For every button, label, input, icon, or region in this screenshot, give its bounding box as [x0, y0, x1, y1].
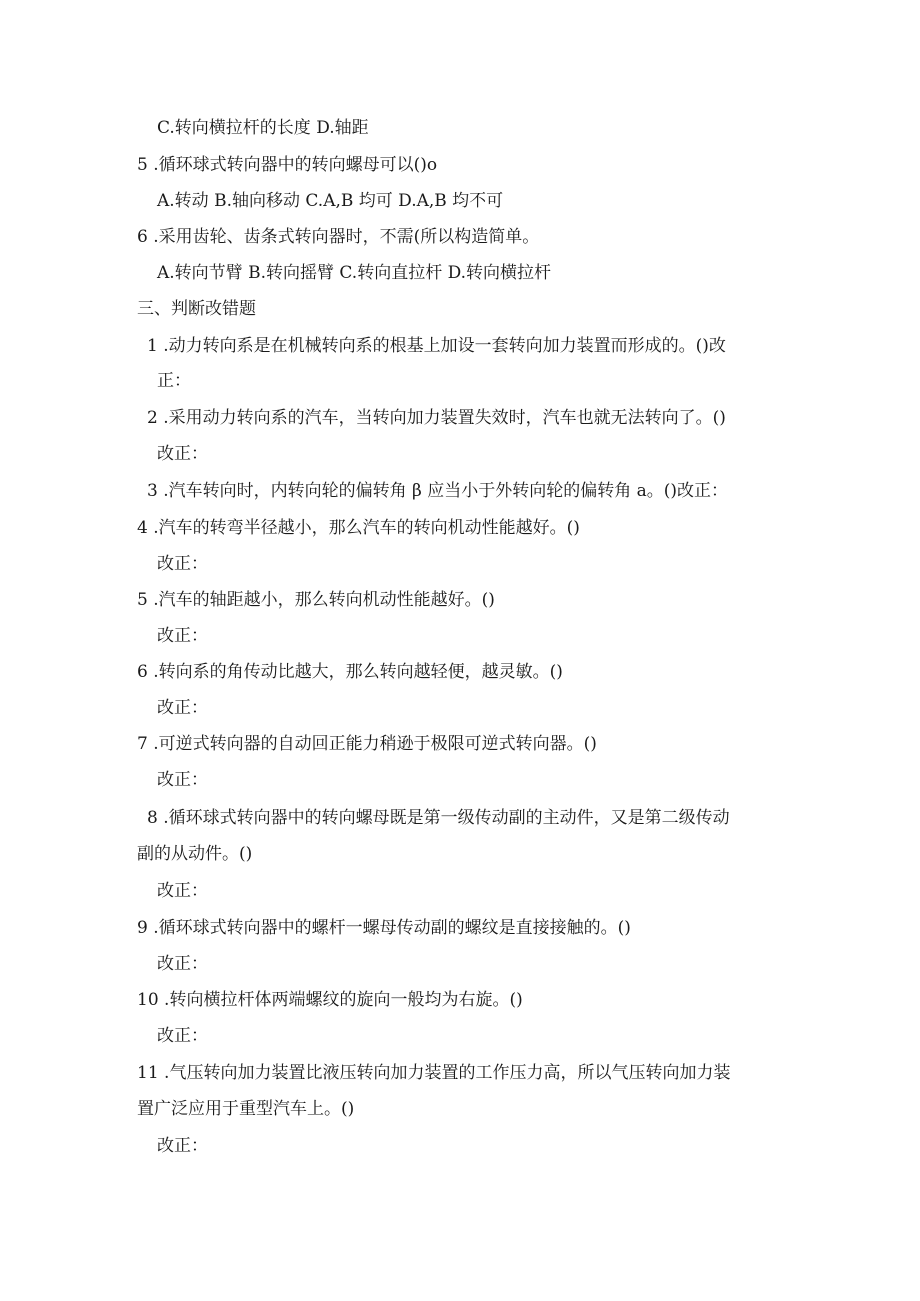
correction-label: 正：	[157, 371, 191, 391]
correction-label: 改正：	[157, 698, 208, 718]
correction-label: 改正：	[157, 626, 208, 646]
question-line: 6 .采用齿轮、齿条式转向器时，不需(所以构造简单。	[137, 227, 540, 247]
question-line: 2 .采用动力转向系的汽车，当转向加力装置失效时，汽车也就无法转向了。()	[147, 408, 726, 428]
question-line: 11 .气压转向加力装置比液压转向加力装置的工作压力高，所以气压转向加力装	[137, 1063, 731, 1083]
question-line: 6 .转向系的角传动比越大，那么转向越轻便，越灵敏。()	[137, 662, 563, 682]
question-line: 4 .汽车的转弯半径越小，那么汽车的转向机动性能越好。()	[137, 518, 580, 538]
question-continuation: 置广泛应用于重型汽车上。()	[137, 1099, 355, 1119]
correction-label: 改正：	[157, 1136, 208, 1156]
correction-label: 改正：	[157, 881, 208, 901]
question-line: 10 .转向横拉杆体两端螺纹的旋向一般均为右旋。()	[137, 990, 523, 1010]
question-line: 1 .动力转向系是在机械转向系的根基上加设一套转向加力装置而形成的。()改	[147, 336, 726, 356]
correction-label: 改正：	[157, 770, 208, 790]
question-line: 9 .循环球式转向器中的螺杆一螺母传动副的螺纹是直接接触的。()	[137, 918, 631, 938]
correction-label: 改正：	[157, 444, 208, 464]
options-line: A.转动 B.轴向移动 C.A,B 均可 D.A,B 均不可	[157, 191, 504, 211]
text-line: C.转向横拉杆的长度 D.轴距	[157, 118, 369, 138]
question-line: 5 .循环球式转向器中的转向螺母可以()o	[137, 155, 438, 175]
question-line: 8 .循环球式转向器中的转向螺母既是第一级传动副的主动件，又是第二级传动	[147, 808, 730, 828]
question-continuation: 副的从动件。()	[137, 844, 253, 864]
question-line: 5 .汽车的轴距越小，那么转向机动性能越好。()	[137, 590, 495, 610]
correction-label: 改正：	[157, 1026, 208, 1046]
correction-label: 改正：	[157, 554, 208, 574]
question-line: 7 .可逆式转向器的自动回正能力稍逊于极限可逆式转向器。()	[137, 734, 597, 754]
section-heading: 三、判断改错题	[137, 299, 256, 319]
question-line: 3 .汽车转向时，内转向轮的偏转角 β 应当小于外转向轮的偏转角 a。()改正：	[147, 481, 729, 501]
options-line: A.转向节臂 B.转向摇臂 C.转向直拉杆 D.转向横拉杆	[157, 263, 552, 283]
correction-label: 改正：	[157, 954, 208, 974]
